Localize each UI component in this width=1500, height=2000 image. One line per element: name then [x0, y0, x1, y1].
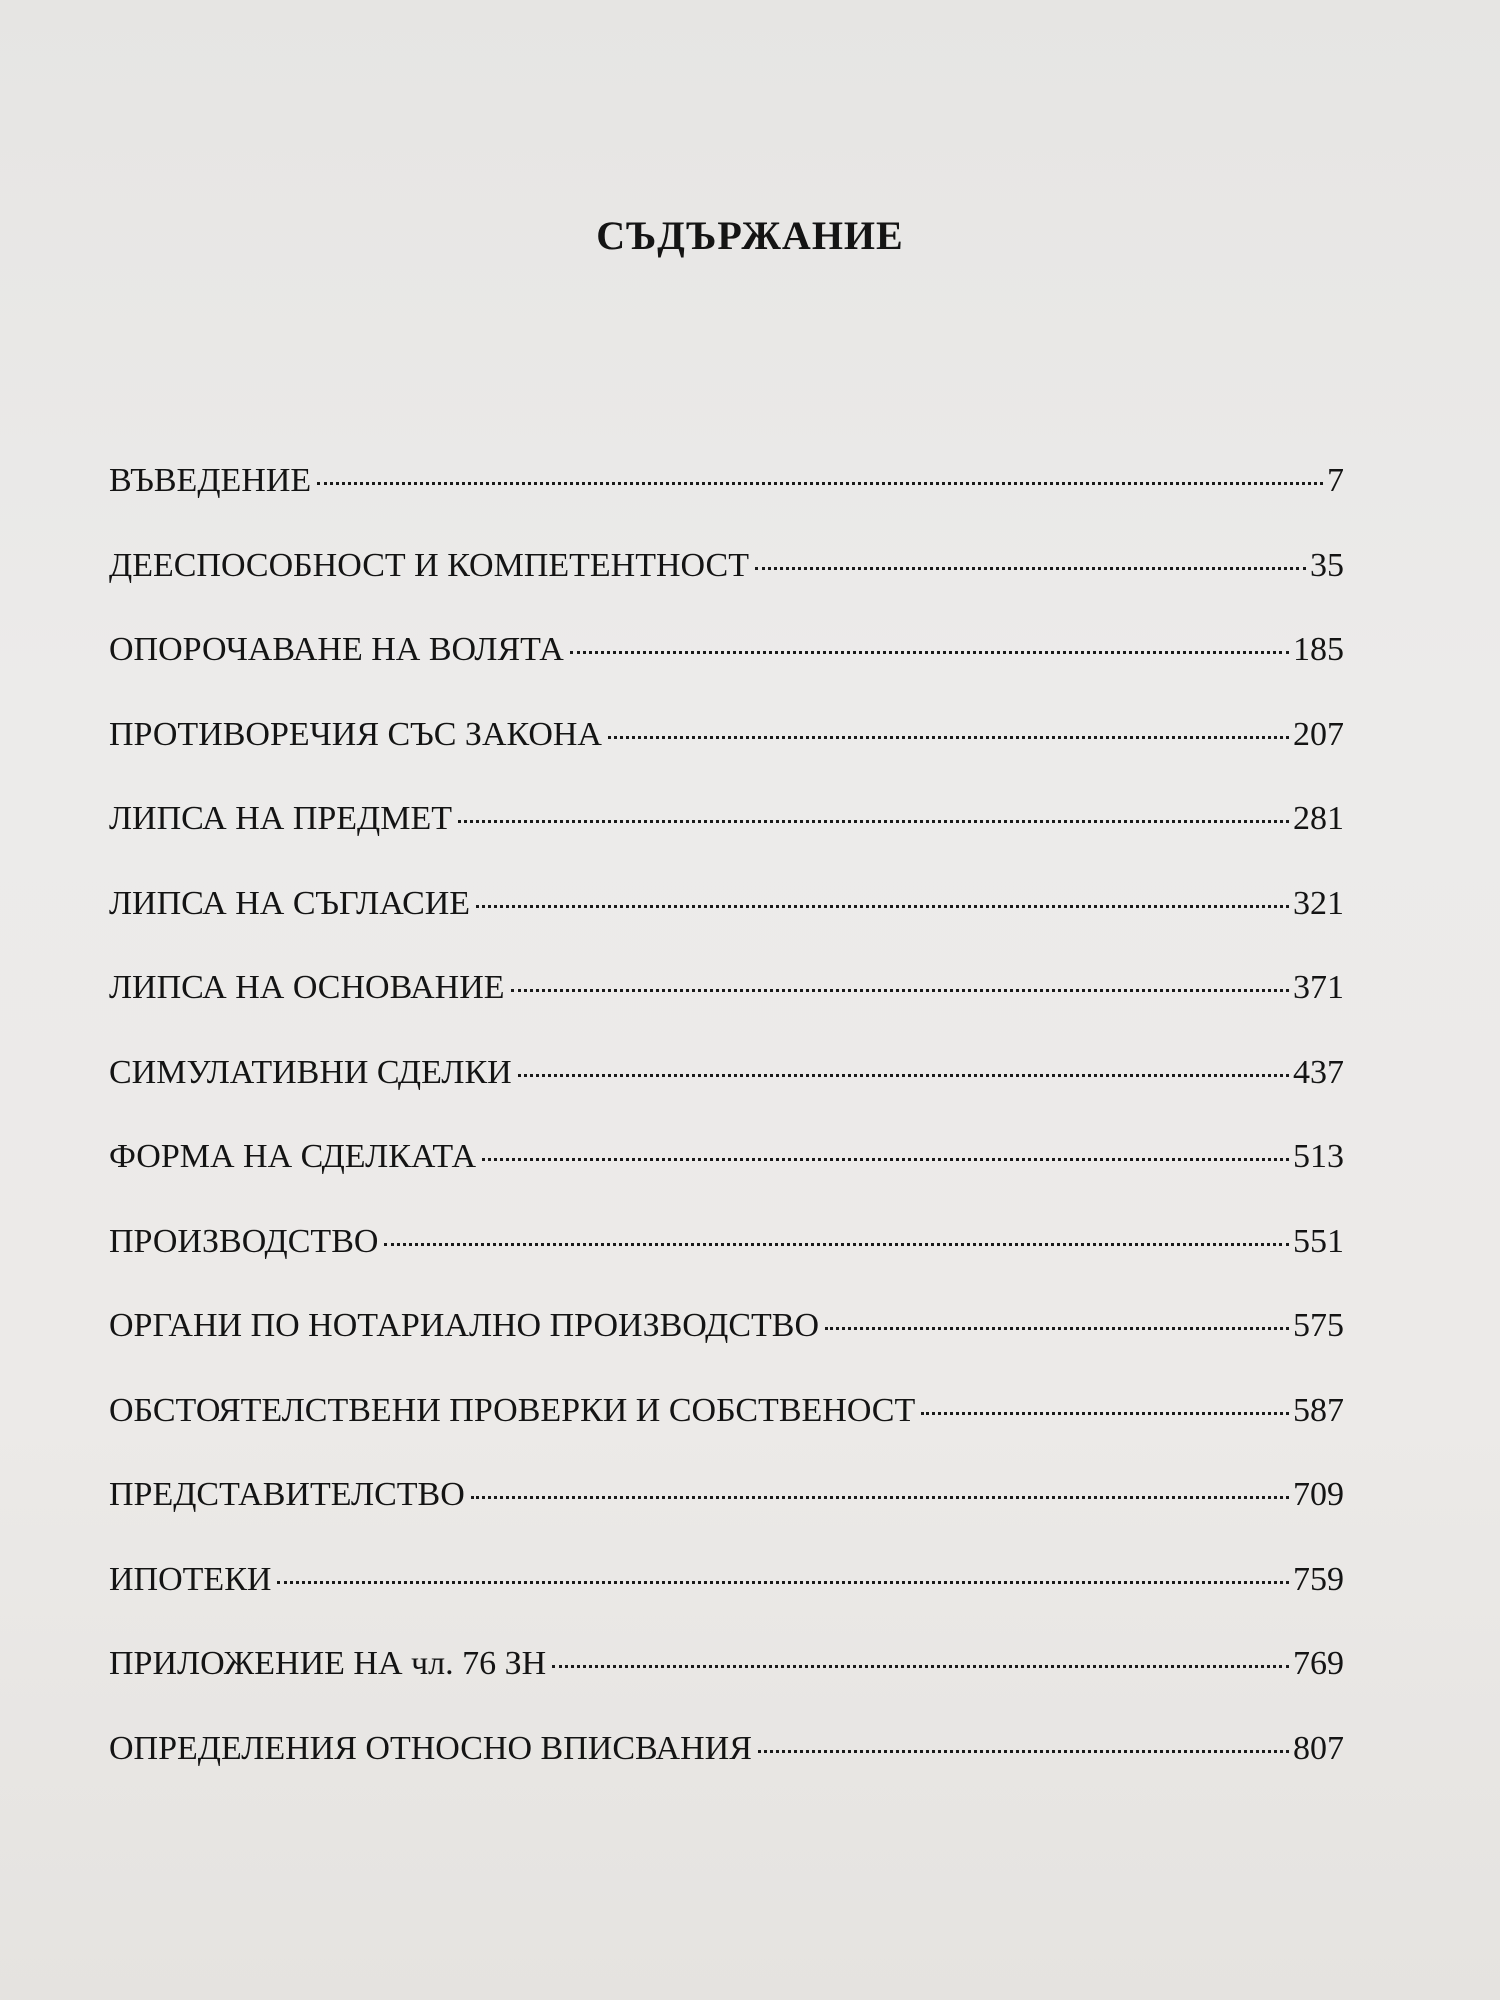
toc-entry-label: ФОРМА НА СДЕЛКАТА — [109, 1138, 477, 1175]
toc-entry-page: 321 — [1293, 884, 1344, 922]
toc-entry — [109, 1561, 1344, 1646]
toc-entry-page: 769 — [1293, 1645, 1344, 1682]
toc-entry-page: 759 — [1293, 1560, 1344, 1598]
toc-entry-label: ЛИПСА НА ПРЕДМЕТ — [109, 800, 453, 837]
toc-entry — [109, 631, 1344, 716]
toc-entry-page: 281 — [1293, 800, 1344, 837]
toc-entry-label: ЛИПСА НА СЪГЛАСИЕ — [109, 884, 471, 922]
toc-entry-page: 513 — [1293, 1138, 1344, 1175]
dot-leader — [570, 651, 1289, 654]
toc-entry-page: 7 — [1327, 462, 1344, 499]
dot-leader — [511, 989, 1289, 992]
toc-entry — [109, 1476, 1344, 1561]
toc-entry — [109, 1307, 1344, 1392]
toc-entry-label: ДЕЕСПОСОБНОСТ И КОМПЕТЕНТНОСТ — [109, 546, 749, 584]
toc-entry-page: 551 — [1293, 1222, 1344, 1260]
toc-entry-label: ОПРЕДЕЛЕНИЯ ОТНОСНО ВПИСВАНИЯ — [109, 1729, 752, 1767]
page-title: СЪДЪРЖАНИЕ — [596, 213, 904, 258]
dot-leader — [755, 567, 1306, 570]
toc-entry-page: 709 — [1293, 1476, 1344, 1513]
toc-entry-label: ПРОТИВОРЕЧИЯ СЪС ЗАКОНА — [109, 715, 602, 753]
toc-entry-page: 185 — [1293, 631, 1344, 668]
toc-entry — [109, 1730, 1344, 1815]
toc-entry — [109, 1138, 1344, 1223]
toc-entry — [109, 1392, 1344, 1477]
dot-leader — [471, 1496, 1289, 1499]
toc-entry-label: ОБСТОЯТЕЛСТВЕНИ ПРОВЕРКИ И СОБСТВЕНОСТ — [109, 1391, 916, 1429]
toc-entry-label: ИПОТЕКИ — [109, 1560, 272, 1598]
toc-entry-label: ПРИЛОЖЕНИЕ НА чл. 76 ЗН — [109, 1645, 547, 1682]
toc-entry — [109, 1645, 1344, 1730]
dot-leader — [476, 905, 1289, 908]
dot-leader — [921, 1412, 1289, 1415]
toc-entry-label: ВЪВЕДЕНИЕ — [109, 462, 312, 499]
toc-entry — [109, 1223, 1344, 1308]
toc-entry — [109, 885, 1344, 970]
toc-entry — [109, 462, 1344, 547]
dot-leader — [758, 1750, 1289, 1753]
toc-entry-page: 371 — [1293, 969, 1344, 1006]
dot-leader — [825, 1327, 1289, 1330]
dot-leader — [608, 736, 1289, 739]
toc-entry-page: 35 — [1310, 546, 1344, 584]
toc-entry-page: 587 — [1293, 1391, 1344, 1429]
toc-entry-label: ПРЕДСТАВИТЕЛСТВО — [109, 1476, 465, 1513]
toc-entry-page: 437 — [1293, 1053, 1344, 1091]
toc-entry-label: ПРОИЗВОДСТВО — [109, 1222, 379, 1260]
dot-leader — [384, 1243, 1289, 1246]
dot-leader — [482, 1158, 1289, 1161]
table-of-contents — [109, 462, 1344, 1814]
toc-entry-label: ОРГАНИ ПО НОТАРИАЛНО ПРОИЗВОДСТВО — [109, 1307, 820, 1344]
toc-entry-page: 807 — [1293, 1729, 1344, 1767]
dot-leader — [518, 1074, 1289, 1077]
toc-entry — [109, 1054, 1344, 1139]
toc-entry — [109, 716, 1344, 801]
toc-entry-label: ОПОРОЧАВАНЕ НА ВОЛЯТА — [109, 631, 564, 668]
toc-entry-label: ЛИПСА НА ОСНОВАНИЕ — [109, 969, 505, 1006]
dot-leader — [552, 1665, 1289, 1668]
dot-leader — [458, 820, 1289, 823]
toc-entry-label: СИМУЛАТИВНИ СДЕЛКИ — [109, 1053, 512, 1091]
dot-leader — [277, 1581, 1289, 1584]
toc-entry — [109, 800, 1344, 885]
toc-entry-page: 207 — [1293, 715, 1344, 753]
toc-entry — [109, 969, 1344, 1054]
dot-leader — [317, 482, 1323, 485]
toc-entry-page: 575 — [1293, 1307, 1344, 1344]
toc-entry — [109, 547, 1344, 632]
